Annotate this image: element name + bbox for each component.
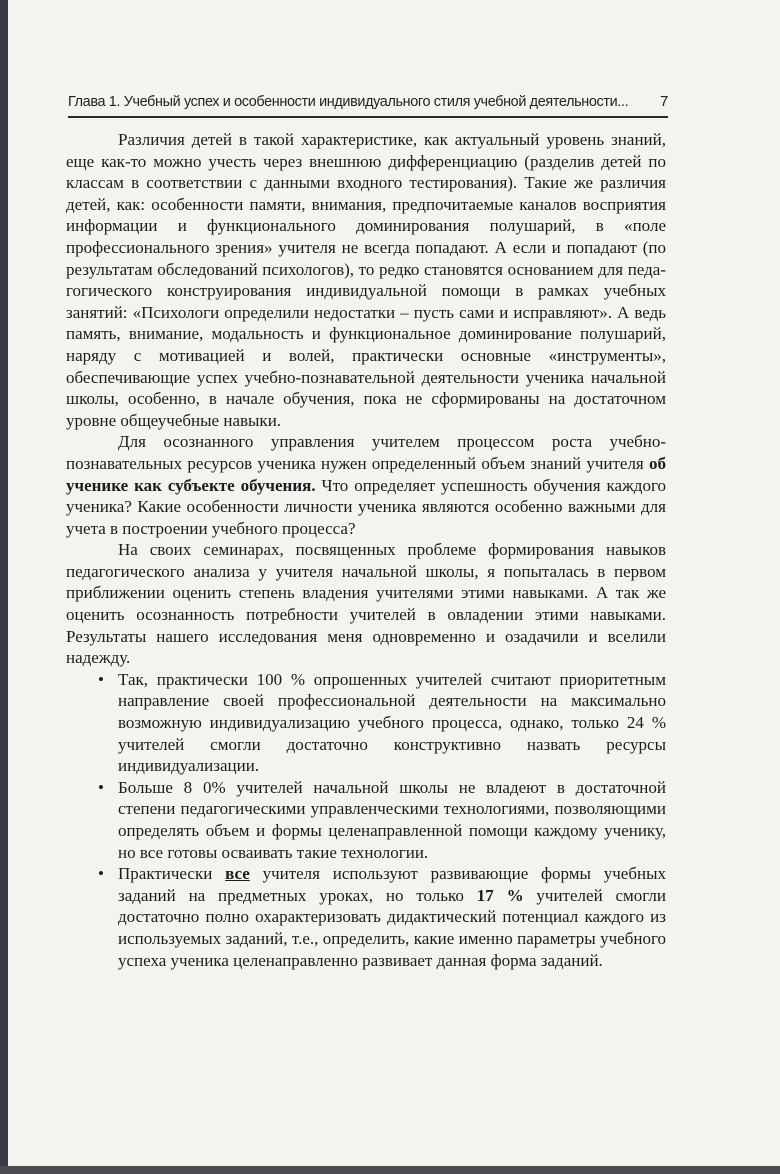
list-item-text: Так, практически 100 % опрошенных учителей считают приоритетным направление своей профессиональной деятельности на максимально возможную индивидуализацию учебного процесса, однако, только 24 % учителей смогли достаточно конструктивно назвать ресурсы индивидуализации. xyxy=(118,669,666,776)
list-item xyxy=(66,777,666,863)
paragraph-2 xyxy=(66,431,666,539)
page-body xyxy=(66,129,666,971)
paragraph-1: Различия детей в такой характеристике, как актуальный уровень знаний, еще как-то можно учесть через внешнюю дифференциацию (разделив детей по классам в соответствии с данными входного тестирования). Такие же различия детей, как: особенности памяти, внимания, предпочитаемые каналов восприятия информации и функционального доминирования полушарий, в «поле профессионального зрения» учителя не всегда попадают. А если и попадают (по результатам обследований психологов), то редко становятся основанием для педагогического конструирования индивидуальной помощи в рамках учебных занятий: «Психологи определили недостатки – пусть сами и исправляют». А ведь память, внимание, модальность и функциональное доминирование полушарий, наряду с мотивацией и волей, практически основные «инструменты», обеспечивающие успех учебно-познавательной деятельности ученика начальной школы, особенно, в начале обучения, пока не сформированы на достаточном уровне общеучебные навыки. xyxy=(66,130,666,430)
chapter-title: Глава 1. Учебный успех и особенности индивидуального стиля учебной деятельности... xyxy=(68,94,629,110)
header-rule xyxy=(68,116,668,118)
paragraph-3: На своих семинарах, посвященных проблеме формирования навыков педагогического анализа у учителя начальной школы, я попыталась в первом приближении оценить степень владения учителями этими навыками. А так же оценить осознанность потребности учителей в овладении этими навыками. Результаты нашего исследования меня одновременно и озадачили и вселили надежду. xyxy=(66,540,666,668)
paragraph-2-emphasis: об ученике как субъекте обучения. xyxy=(66,453,666,495)
list-item-underlined-word: все xyxy=(225,864,250,884)
bullet-marker: • xyxy=(98,669,104,689)
page-bottom-edge xyxy=(0,1166,780,1174)
page-number: 7 xyxy=(660,93,668,110)
list-item-text: Больше 8 0% учителей начальной школы не владеют в достаточной степени педагогическими управленческими технологиями, позволяющими определять объем и формы целенаправленной помощи каждому ученику, но все готовы осваивать такие технологии. xyxy=(118,777,666,862)
findings-list xyxy=(66,669,666,971)
running-header xyxy=(68,92,672,112)
bullet-marker: • xyxy=(98,864,104,884)
paragraph-2-text-start: Для осознанного управления учителем процессом роста учебно-познавательных ресурсов ученика нужен определенный объем знаний учителя xyxy=(66,432,666,473)
list-item-bold-value: 17 % xyxy=(476,885,524,905)
list-item xyxy=(66,863,666,971)
bullet-marker: • xyxy=(98,777,104,797)
list-item-text-end: учителей смогли достаточно полно охарактеризовать дидактический потенциал каждого из используемых заданий, т.е., определить, какие именно параметры учебного успеха ученика целенаправленно развивает данная форма заданий. xyxy=(118,885,666,970)
list-item-text-start: Практически xyxy=(118,864,226,884)
list-item xyxy=(66,669,666,777)
book-spine-shadow xyxy=(0,0,8,1174)
list-item-text-middle: учителя используют развивающие формы учебных заданий на предметных уроках, но только xyxy=(118,864,666,905)
paragraph-2-text-end: Что определяет успешность обучения каждого ученика? Какие особенности личности ученика являются особенно важными для учета в построении учебного процесса? xyxy=(66,475,666,538)
